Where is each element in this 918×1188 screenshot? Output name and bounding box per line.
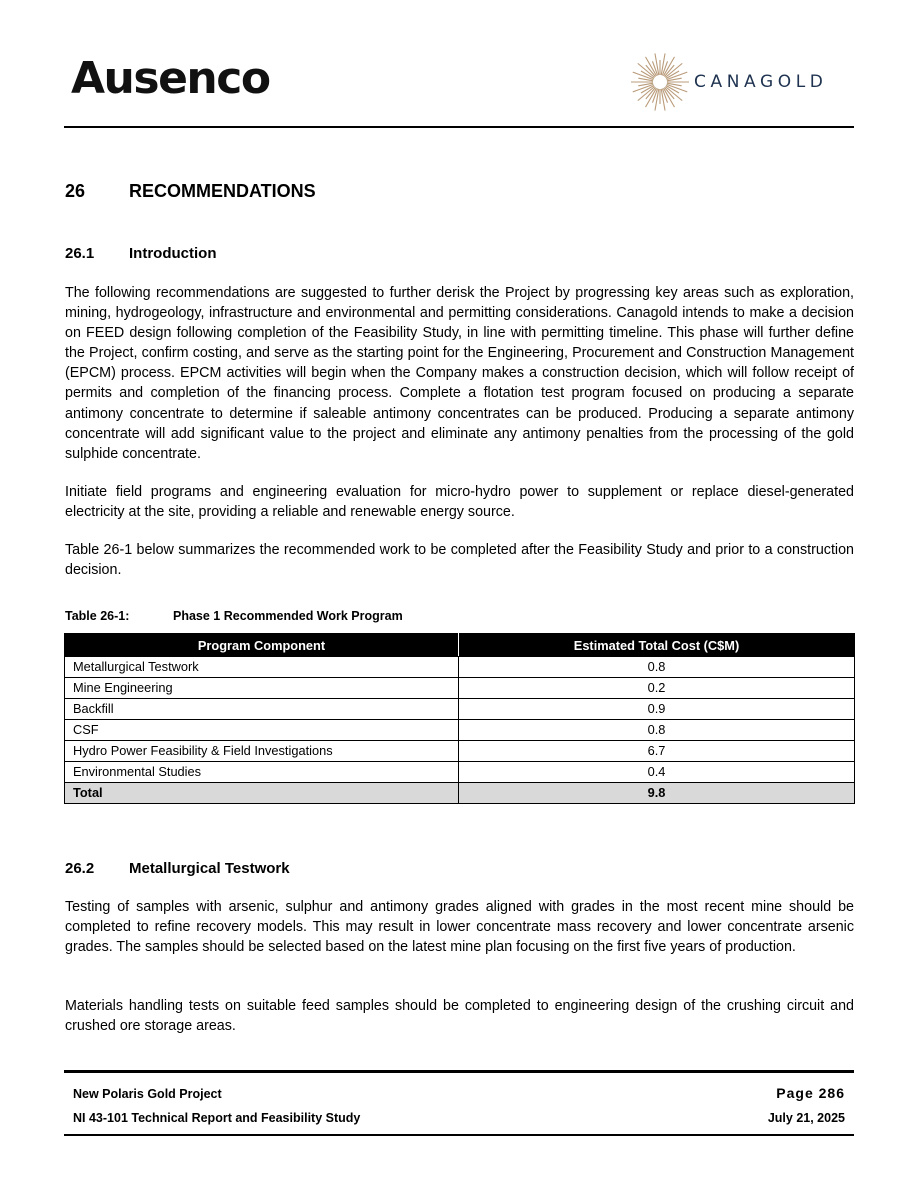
table-caption (65, 607, 403, 625)
intro-paragraph-2: Initiate field programs and engineering evaluation for micro-hydro power to supplement or replace diesel-generated electricity at the site, providing a reliable and renewable energy source. (65, 484, 854, 521)
table-title: Phase 1 Recommended Work Program (173, 609, 403, 623)
subsection-number: 26.2 (65, 860, 95, 877)
table-label: Table 26-1: (65, 609, 130, 623)
total-label-cell: Total (65, 783, 459, 804)
footer-date: July 21, 2025 (767, 1111, 845, 1125)
component-cell: CSF (65, 720, 459, 741)
table-row (65, 741, 855, 762)
subsection-heading-metallurgical (65, 859, 290, 879)
footer-report-title: NI 43-101 Technical Report and Feasibility Study (73, 1111, 361, 1125)
component-cell: Metallurgical Testwork (65, 657, 459, 678)
table-header-row (65, 634, 855, 657)
cost-cell: 0.9 (459, 699, 855, 720)
table-row (65, 678, 855, 699)
intro-paragraph-1: The following recommendations are suggested to further derisk the Project by progressing key areas such as exploration, mining, hydrogeology, infrastructure and environmental and permitting considerations. Canagold intends to make a decision on FEED design following completion of the Feasibility Study, in line with permitting timeline. This phase will further define the Project, confirm costing, and serve as the starting point for the Engineering, Procurement and Construction Management (EPCM) process. EPCM activities will begin when the Company makes a construction decision, which will follow receipt of permits and completion of the financing process. Complete a flotation test program focused on producing a separate antimony concentrate to determine if saleable antimony concentrates can be produced. Producing a separate antimony concentrate will add significant value to the project and eliminate any antimony penalties from the processing of the gold sulphide concentrate. (65, 285, 854, 462)
cost-cell: 0.8 (459, 720, 855, 741)
section-heading (65, 180, 316, 202)
header-rule (64, 126, 854, 128)
metallurgical-paragraph-1: Testing of samples with arsenic, sulphur and antimony grades aligned with grades in the most recent mine should be completed to refine recovery models. This may result in lower concentrate mass recovery and lower concentrate arsenic grades. The samples should be selected based on the latest mine plan focusing on the first five years of production. (65, 899, 854, 956)
component-cell: Backfill (65, 699, 459, 720)
canagold-sunburst-icon (630, 50, 690, 114)
table-total-row (65, 783, 855, 804)
cost-cell: 0.8 (459, 657, 855, 678)
ausenco-logo: Ausenco (71, 53, 270, 104)
subsection-number: 26.1 (65, 245, 95, 262)
cost-cell: 0.4 (459, 762, 855, 783)
table-row (65, 762, 855, 783)
column-header-component: Program Component (65, 634, 459, 657)
subsection-title: Metallurgical Testwork (129, 860, 290, 877)
footer-rule-bottom (64, 1134, 854, 1136)
cost-cell: 0.2 (459, 678, 855, 699)
component-cell: Environmental Studies (65, 762, 459, 783)
column-header-cost: Estimated Total Cost (C$M) (459, 634, 855, 657)
table-row (65, 657, 855, 678)
subsection-title: Introduction (129, 245, 217, 262)
metallurgical-paragraph-2: Materials handling tests on suitable feed samples should be completed to engineering design of the crushing circuit and crushed ore storage areas. (65, 998, 854, 1035)
table-row (65, 720, 855, 741)
table-row (65, 699, 855, 720)
section-number: 26 (65, 181, 86, 201)
intro-paragraph-3: Table 26-1 below summarizes the recommended work to be completed after the Feasibility Study and prior to a construction decision. (65, 542, 854, 579)
subsection-heading-introduction (65, 244, 216, 264)
total-cost-cell: 9.8 (459, 783, 855, 804)
component-cell: Mine Engineering (65, 678, 459, 699)
canagold-logo-text: CANAGOLD (694, 72, 828, 92)
cost-cell: 6.7 (459, 741, 855, 762)
footer-page-number: Page 286 (776, 1085, 845, 1101)
section-title: RECOMMENDATIONS (129, 181, 316, 201)
component-cell: Hydro Power Feasibility & Field Investigations (65, 741, 459, 762)
work-program-table (64, 633, 855, 804)
footer-project-name: New Polaris Gold Project (73, 1087, 222, 1101)
footer-rule-top (64, 1070, 854, 1073)
